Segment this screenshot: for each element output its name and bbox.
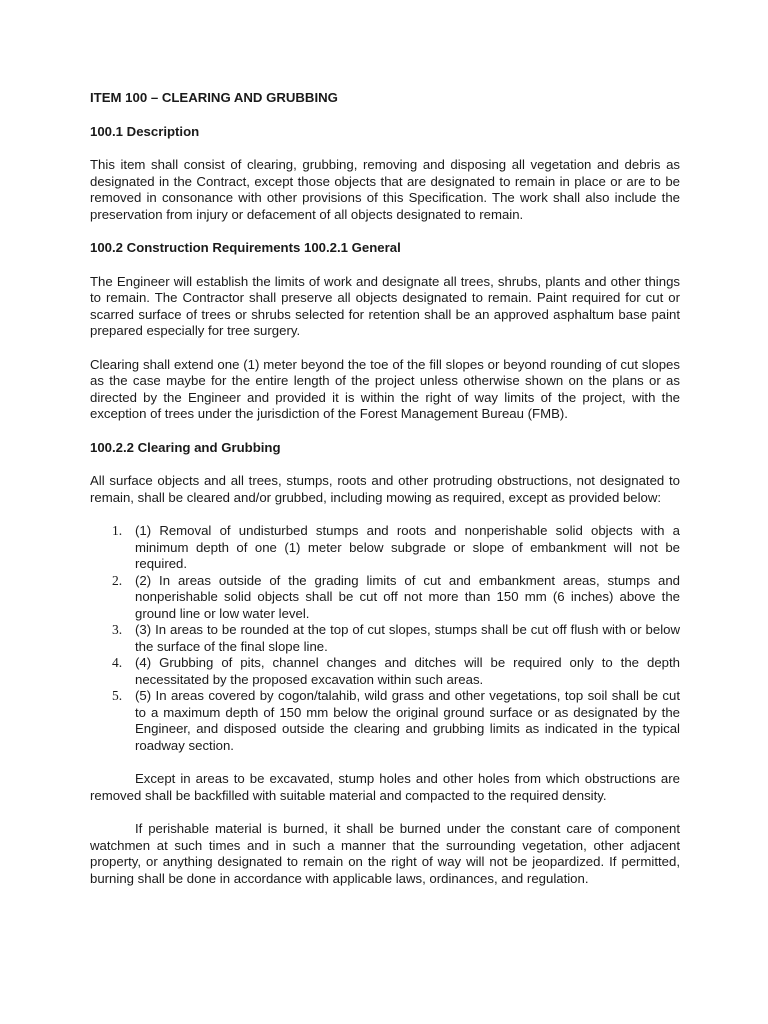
list-item-number: 4.: [112, 655, 123, 670]
list-item-number: 3.: [112, 622, 123, 637]
list-item-number: 5.: [112, 688, 123, 703]
list-item-text: (4) Grubbing of pits, channel changes and ditches will be required only to the depth necessitated by the proposed excavation within such areas.: [135, 655, 680, 687]
document-page: [90, 90, 680, 887]
list-item: [90, 655, 680, 688]
list-item-text: (2) In areas outside of the grading limits of cut and embankment areas, stumps and nonperishable solid objects shall be cut off not more than 150 mm (6 inches) above the ground line or low water level.: [135, 572, 680, 621]
list-item-text: (5) In areas covered by cogon/talahib, wild grass and other vegetations, top soil shall be cut to a maximum depth of 150 mm below the original ground surface or as designated by the Engineer, and disposed outside the clearing and grubbing limits as indicated in the typical roadway section.: [135, 688, 680, 753]
list-item: [90, 688, 680, 754]
document-title: ITEM 100 – CLEARING AND GRUBBING: [90, 90, 338, 105]
list-item-number: 1.: [112, 523, 123, 538]
section-heading-description: 100.1 Description: [90, 123, 200, 139]
exceptions-list: [90, 523, 680, 754]
description-paragraph: This item shall consist of clearing, grubbing, removing and disposing all vegetation and debris as designated in the Contract, except those objects that are designated to remain in place or are to be removed in consonance with other provisions of this Specification. The work shall also include the preservation from injury or defacement of all objects designated to remain.: [90, 157, 680, 222]
section-heading-construction: 100.2 Construction Requirements 100.2.1 General: [90, 240, 401, 255]
burning-paragraph: If perishable material is burned, it shall be burned under the constant care of component watchmen at such times and in such a manner that the surrounding vegetation, other adjacent property, or anything designated to remain on the right of way will not be jeopardized. If permitted, burning shall be done in accordance with applicable laws, ordinances, and regulation.: [90, 821, 680, 886]
general-paragraph-2: Clearing shall extend one (1) meter beyond the toe of the fill slopes or beyond rounding of cut slopes as the case maybe for the entire length of the project unless otherwise shown on the plans or as directed by the Engineer and provided it is within the right of way limits of the project, with the exception of trees under the jurisdiction of the Forest Management Bureau (FMB).: [90, 356, 680, 421]
list-item-number: 2.: [112, 572, 123, 588]
list-item: [90, 573, 680, 623]
list-item-text: (1) Removal of undisturbed stumps and roots and nonperishable solid objects with a minimum depth of one (1) meter below subgrade or slope of embankment will not be required.: [135, 523, 680, 571]
list-item-text: (3) In areas to be rounded at the top of cut slopes, stumps shall be cut off flush with or below the surface of the final slope line.: [135, 622, 680, 654]
clearing-intro-paragraph: All surface objects and all trees, stumps, roots and other protruding obstructions, not designated to remain, shall be cleared and/or grubbed, including mowing as required, except as provided below:: [90, 473, 680, 505]
list-item: [90, 523, 680, 573]
general-paragraph-1: The Engineer will establish the limits of work and designate all trees, shrubs, plants and other things to remain. The Contractor shall preserve all objects designated to remain. Paint required for cut or scarred surface of trees or shrubs selected for retention shall be an approved asphaltum base paint prepared especially for tree surgery.: [90, 273, 680, 338]
backfill-paragraph: Except in areas to be excavated, stump holes and other holes from which obstructions are removed shall be backfilled with suitable material and compacted to the required density.: [90, 771, 680, 803]
section-heading-clearing: 100.2.2 Clearing and Grubbing: [90, 439, 281, 455]
list-item: [90, 622, 680, 655]
